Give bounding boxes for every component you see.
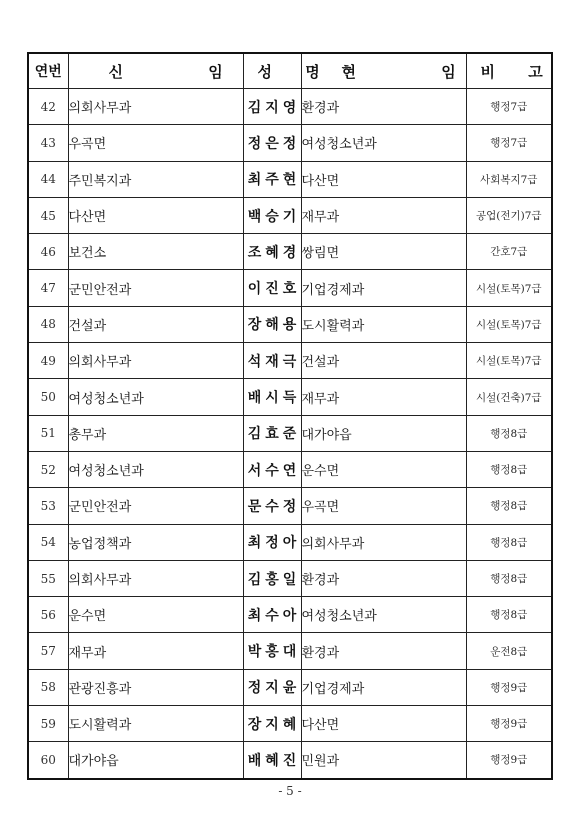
current-post: 도시활력과 (301, 306, 466, 342)
table-row (28, 234, 552, 270)
grade-note: 행정8급 (466, 415, 552, 451)
row-number: 48 (28, 306, 68, 342)
grade-note: 행정8급 (466, 451, 552, 487)
grade-note: 시설(토목)7급 (466, 306, 552, 342)
table-row (28, 125, 552, 161)
row-number: 59 (28, 706, 68, 742)
current-post: 환경과 (301, 633, 466, 669)
new-post: 여성청소년과 (68, 379, 243, 415)
table-row (28, 379, 552, 415)
employee-name: 문수정 (243, 488, 301, 524)
current-post: 기업경제과 (301, 669, 466, 705)
new-post: 대가야읍 (68, 742, 243, 779)
employee-name: 배시득 (243, 379, 301, 415)
grade-note: 공업(전기)7급 (466, 197, 552, 233)
row-number: 44 (28, 161, 68, 197)
row-number: 54 (28, 524, 68, 560)
row-number: 58 (28, 669, 68, 705)
new-post: 여성청소년과 (68, 451, 243, 487)
row-number: 56 (28, 597, 68, 633)
grade-note: 행정7급 (466, 89, 552, 125)
new-post: 다산면 (68, 197, 243, 233)
employee-name: 조혜경 (243, 234, 301, 270)
table-row (28, 524, 552, 560)
current-post: 재무과 (301, 379, 466, 415)
new-post: 도시활력과 (68, 706, 243, 742)
table-row (28, 488, 552, 524)
current-post: 환경과 (301, 560, 466, 596)
table-row (28, 306, 552, 342)
header-row (28, 53, 552, 89)
new-post: 군민안전과 (68, 270, 243, 306)
new-post: 관광진흥과 (68, 669, 243, 705)
table-row (28, 197, 552, 233)
new-post: 총무과 (68, 415, 243, 451)
row-number: 52 (28, 451, 68, 487)
employee-name: 백승기 (243, 197, 301, 233)
row-number: 51 (28, 415, 68, 451)
grade-note: 행정8급 (466, 560, 552, 596)
table-row (28, 270, 552, 306)
table-row (28, 415, 552, 451)
employee-name: 이진호 (243, 270, 301, 306)
current-post: 건설과 (301, 343, 466, 379)
table-row (28, 669, 552, 705)
employee-name: 박홍대 (243, 633, 301, 669)
employee-name: 김홍일 (243, 560, 301, 596)
table-row (28, 742, 552, 779)
employee-name: 장지혜 (243, 706, 301, 742)
table-row (28, 633, 552, 669)
employee-name: 장해용 (243, 306, 301, 342)
new-post: 의회사무과 (68, 343, 243, 379)
table-row (28, 706, 552, 742)
new-post: 운수면 (68, 597, 243, 633)
new-post: 주민복지과 (68, 161, 243, 197)
row-number: 42 (28, 89, 68, 125)
row-number: 50 (28, 379, 68, 415)
current-post: 대가야읍 (301, 415, 466, 451)
current-post: 환경과 (301, 89, 466, 125)
header-note: 비 고 (466, 53, 552, 89)
row-number: 53 (28, 488, 68, 524)
row-number: 46 (28, 234, 68, 270)
personnel-table (27, 52, 557, 780)
current-post: 여성청소년과 (301, 125, 466, 161)
current-post: 민원과 (301, 742, 466, 779)
employee-name: 최수아 (243, 597, 301, 633)
current-post: 쌍림면 (301, 234, 466, 270)
grade-note: 시설(토목)7급 (466, 270, 552, 306)
current-post: 여성청소년과 (301, 597, 466, 633)
row-number: 57 (28, 633, 68, 669)
header-name: 성 명 (243, 53, 301, 89)
current-post: 다산면 (301, 161, 466, 197)
row-number: 43 (28, 125, 68, 161)
table-row (28, 597, 552, 633)
employee-name: 김효준 (243, 415, 301, 451)
employee-name: 정지윤 (243, 669, 301, 705)
current-post: 우곡면 (301, 488, 466, 524)
current-post: 운수면 (301, 451, 466, 487)
new-post: 우곡면 (68, 125, 243, 161)
employee-name: 최정아 (243, 524, 301, 560)
new-post: 군민안전과 (68, 488, 243, 524)
header-current-post: 현 임 (301, 53, 466, 89)
table-header (28, 53, 557, 89)
current-post: 재무과 (301, 197, 466, 233)
grade-note: 행정8급 (466, 488, 552, 524)
grade-note: 간호7급 (466, 234, 552, 270)
employee-name: 배혜진 (243, 742, 301, 779)
grade-note: 행정9급 (466, 706, 552, 742)
grade-note: 행정8급 (466, 597, 552, 633)
grade-note: 시설(건축)7급 (466, 379, 552, 415)
grade-note: 사회복지7급 (466, 161, 552, 197)
grade-note: 행정7급 (466, 125, 552, 161)
employee-name: 김지영 (243, 89, 301, 125)
row-number: 60 (28, 742, 68, 779)
header-new-post: 신 임 (68, 53, 243, 89)
employee-name: 정은정 (243, 125, 301, 161)
new-post: 재무과 (68, 633, 243, 669)
table-body (28, 89, 552, 779)
header-no: 연번 (28, 53, 68, 89)
grade-note: 행정8급 (466, 524, 552, 560)
new-post: 보건소 (68, 234, 243, 270)
row-number: 47 (28, 270, 68, 306)
employee-name: 석재극 (243, 343, 301, 379)
grade-note: 운전8급 (466, 633, 552, 669)
grade-note: 시설(토목)7급 (466, 343, 552, 379)
row-number: 55 (28, 560, 68, 596)
table-row (28, 451, 552, 487)
grade-note: 행정9급 (466, 669, 552, 705)
new-post: 의회사무과 (68, 89, 243, 125)
new-post: 건설과 (68, 306, 243, 342)
new-post: 농업정책과 (68, 524, 243, 560)
employee-name: 서수연 (243, 451, 301, 487)
table-row (28, 560, 552, 596)
current-post: 기업경제과 (301, 270, 466, 306)
table-row (28, 161, 552, 197)
new-post: 의회사무과 (68, 560, 243, 596)
table-row (28, 343, 552, 379)
grade-note: 행정9급 (466, 742, 552, 779)
current-post: 다산면 (301, 706, 466, 742)
current-post: 의회사무과 (301, 524, 466, 560)
row-number: 49 (28, 343, 68, 379)
employee-name: 최주현 (243, 161, 301, 197)
row-number: 45 (28, 197, 68, 233)
table-row (28, 89, 552, 125)
page-number: - 5 - (278, 784, 302, 798)
